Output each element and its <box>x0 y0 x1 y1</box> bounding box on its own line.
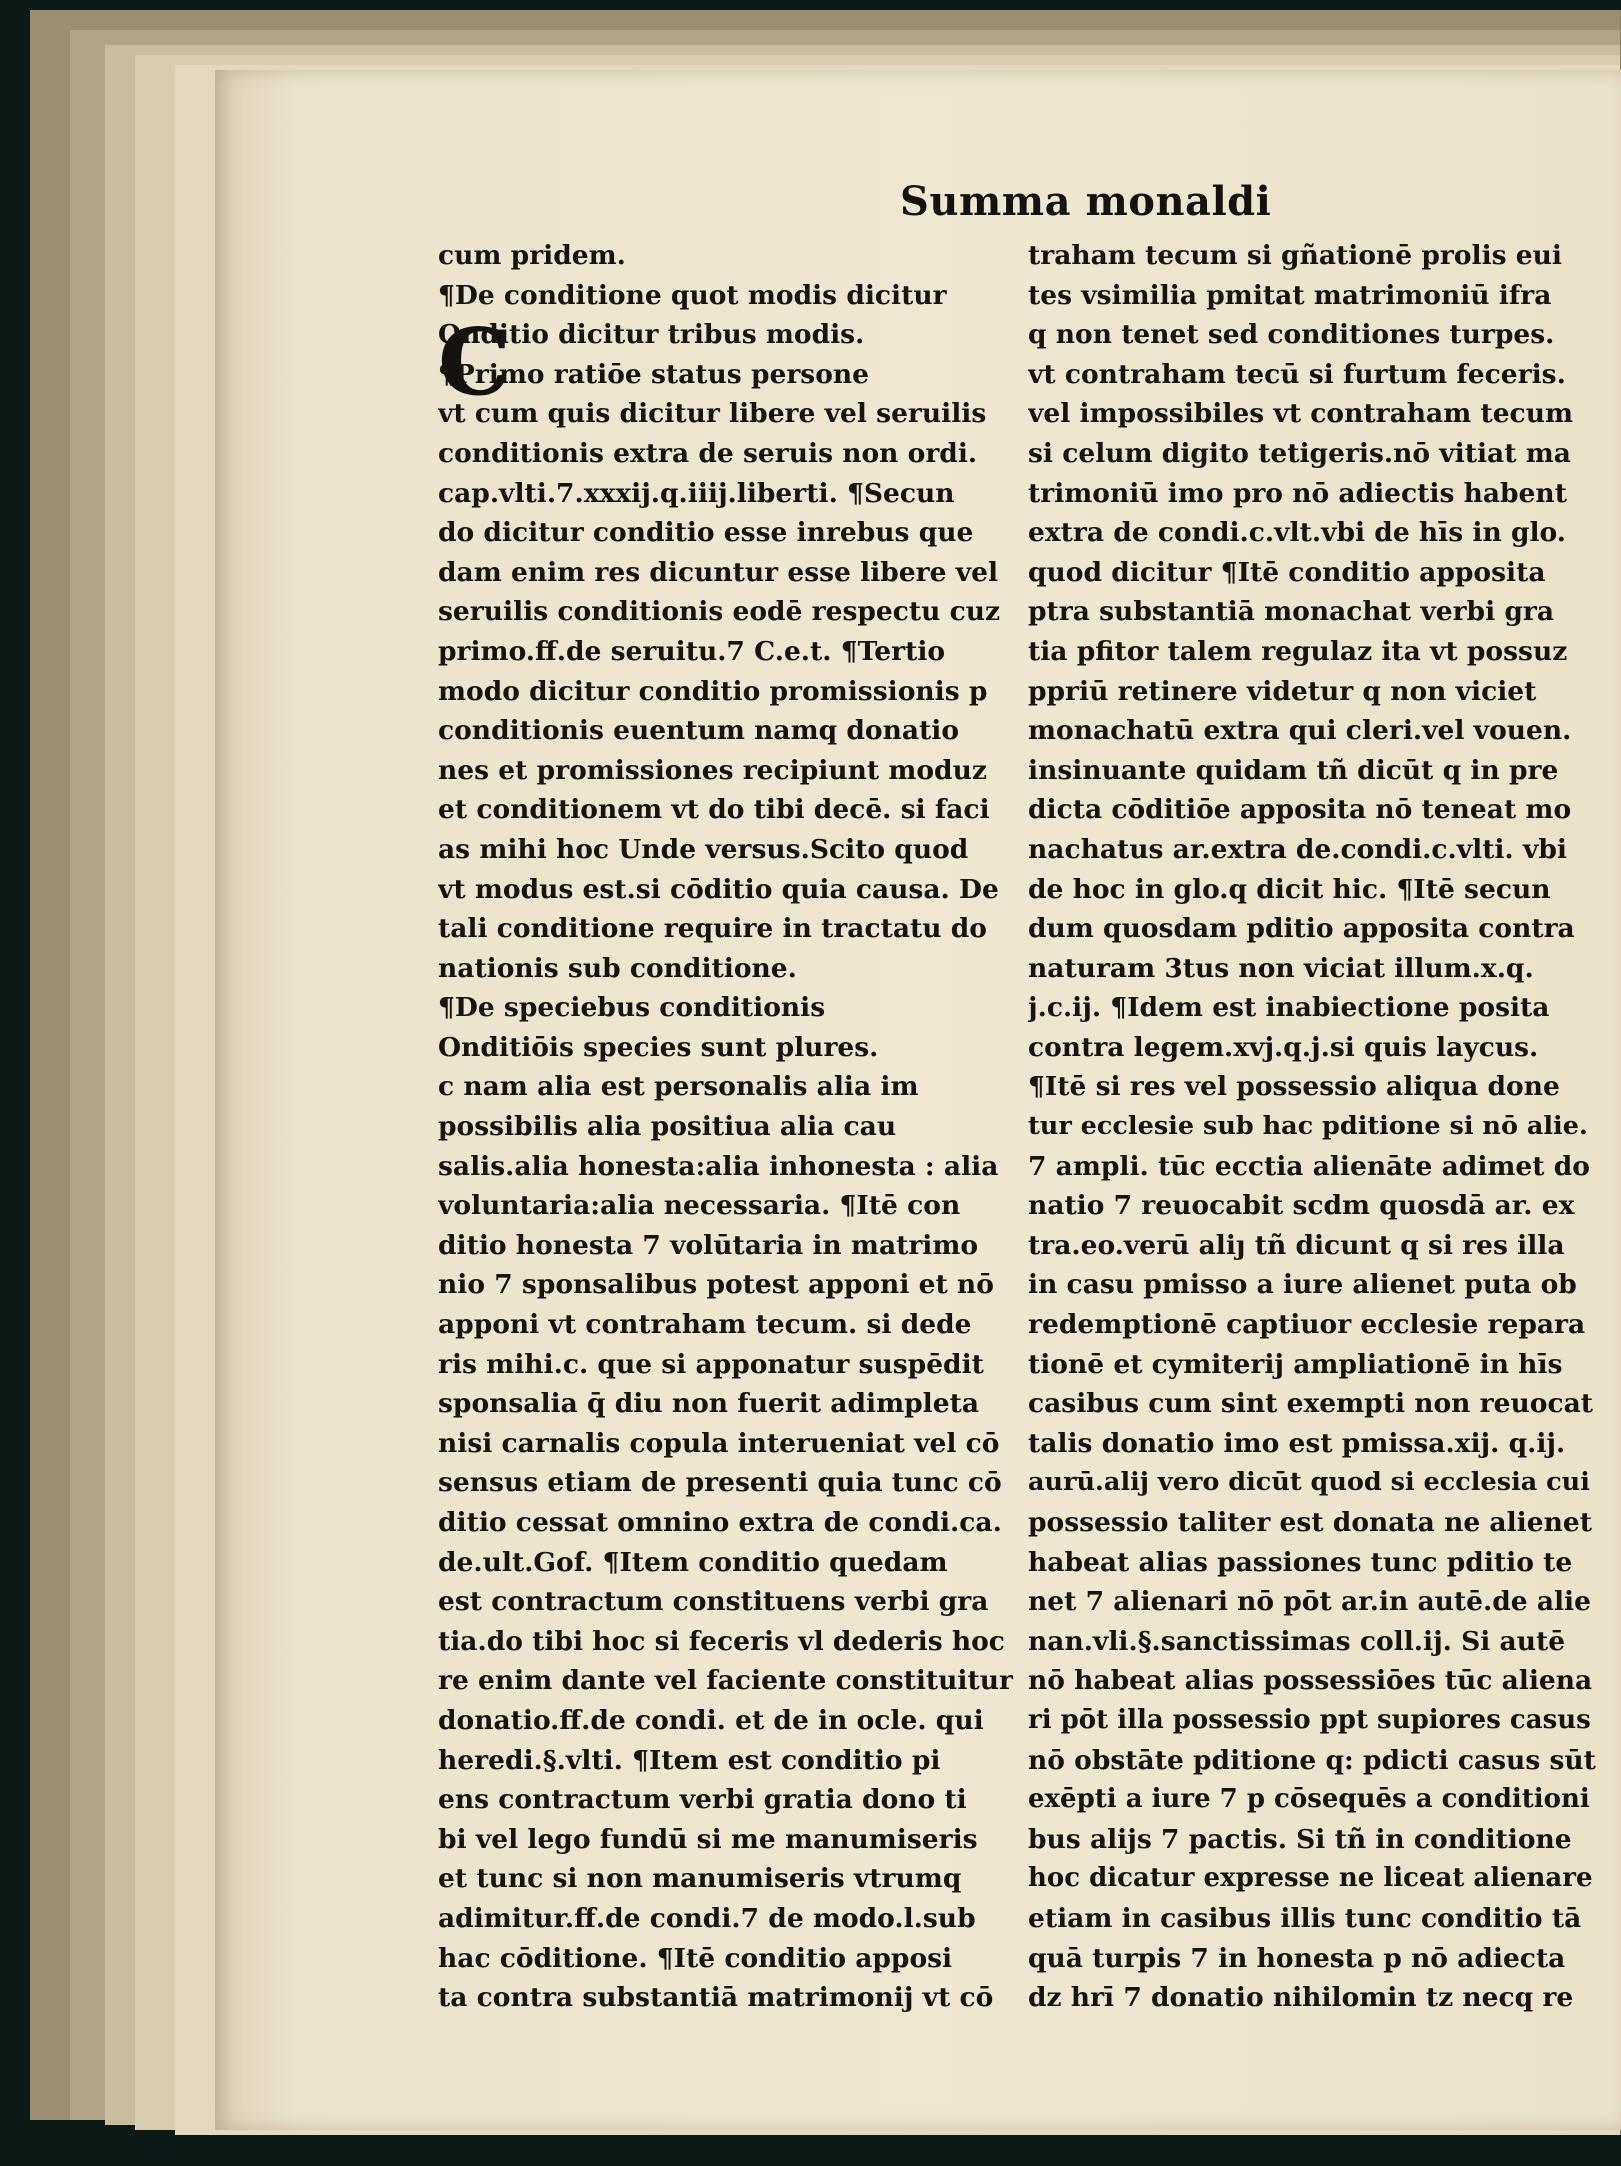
text-line: naturam 3tus non viciat illum.x.q. <box>1028 952 1534 984</box>
text-line: nachatus ar.extra de.condi.c.vlti. vbi <box>1028 833 1567 865</box>
text-line: quod dicitur ¶Itē conditio apposita <box>1028 556 1546 588</box>
text-line: insinuante quidam tñ dicūt q in pre <box>1028 754 1559 786</box>
text-line: hoc dicatur expresse ne liceat alienare <box>1028 1863 1593 1894</box>
text-line: nes et promissiones recipiunt moduz <box>438 754 987 786</box>
running-head: Summa monaldi <box>900 178 1272 225</box>
text-line: re enim dante vel faciente constituitur <box>438 1665 1013 1697</box>
text-line: as mihi hoc Unde versus.Scito quod <box>438 833 969 865</box>
text-line: in casu pmisso a iure alienet puta ob <box>1028 1269 1577 1301</box>
text-line: aurū.alij vero dicūt quod si ecclesia cui <box>1028 1467 1590 1498</box>
text-line: dam enim res dicuntur esse libere vel <box>438 556 999 588</box>
text-line: nō habeat alias possessiōes tūc aliena <box>1028 1665 1593 1697</box>
text-line: primo.ff.de seruitu.7 C.e.t. ¶Tertio <box>438 635 946 667</box>
text-line: etiam in casibus illis tunc conditio tā <box>1028 1902 1582 1934</box>
text-line: dicta cōditiōe apposita nō teneat mo <box>1028 794 1572 826</box>
text-line: apponi vt contraham tecum. si dede <box>438 1309 972 1341</box>
text-line: sensus etiam de presenti quia tunc cō <box>438 1467 1002 1499</box>
text-line: nisi carnalis copula interueniat vel cō <box>438 1427 1000 1459</box>
text-line: tionē et cymiterij ampliationē in hīs <box>1028 1348 1563 1380</box>
text-line: c nam alia est personalis alia im <box>438 1071 919 1103</box>
text-line: exēpti a iure 7 p cōsequēs a conditioni <box>1028 1784 1590 1815</box>
text-line: possibilis alia positiua alia cau <box>438 1111 897 1143</box>
text-line: ppriū retinere videtur q non viciet <box>1028 675 1537 707</box>
text-line: Onditio dicitur tribus modis. <box>438 319 865 351</box>
text-line: habeat alias passiones tunc pditio te <box>1028 1546 1573 1578</box>
text-line: nationis sub conditione. <box>438 952 797 984</box>
text-line: hac cōditione. ¶Itē conditio apposi <box>438 1942 953 1974</box>
text-line: trimoniū imo pro nō adiectis habent <box>1028 477 1567 509</box>
text-line: adimitur.ff.de condi.7 de modo.l.sub <box>438 1902 976 1934</box>
text-line: dum quosdam pditio apposita contra <box>1028 913 1575 945</box>
text-line: casibus cum sint exempti non reuocat <box>1028 1388 1593 1420</box>
text-line: de.ult.Gof. ¶Item conditio quedam <box>438 1546 948 1578</box>
text-line: si celum digito tetigeris.nō vitiat ma <box>1028 437 1571 469</box>
text-line: vt modus est.si cōditio quia causa. De <box>438 873 999 905</box>
text-line: tia.do tibi hoc si feceris vl dederis hoc <box>438 1625 1005 1657</box>
text-line: net 7 alienari nō pōt ar.in autē.de alie <box>1028 1586 1591 1618</box>
text-line: vt cum quis dicitur libere vel seruilis <box>438 398 987 430</box>
text-line: seruilis conditionis eodē respectu cuz <box>438 596 1001 628</box>
text-line: salis.alia honesta:alia inhonesta : alia <box>438 1150 999 1182</box>
text-line: extra de condi.c.vlt.vbi de hīs in glo. <box>1028 517 1566 549</box>
text-line: nō obstāte pditione q: pdicti casus sūt <box>1028 1744 1596 1776</box>
text-line: talis donatio imo est pmissa.xij. q.ij. <box>1028 1427 1566 1459</box>
text-line: ditio cessat omnino extra de condi.ca. <box>438 1507 1002 1538</box>
text-line: ¶Itē si res vel possessio aliqua done <box>1028 1071 1560 1103</box>
text-line: q non tenet sed conditiones turpes. <box>1028 319 1555 351</box>
text-line: do dicitur conditio esse inrebus que <box>438 517 974 549</box>
text-line: ¶Primo ratiōe status persone <box>438 358 870 390</box>
text-line: tes vsimilia pmitat matrimoniū ifra <box>1028 279 1552 311</box>
text-line: j.c.ij. ¶Idem est inabiectione posita <box>1028 992 1550 1024</box>
text-line: ta contra substantiā matrimonij vt cō <box>438 1982 994 2014</box>
text-line: heredi.§.vlti. ¶Item est conditio pi <box>438 1744 941 1776</box>
text-line: de hoc in glo.q dicit hic. ¶Itē secun <box>1028 873 1551 905</box>
text-line: ptra substantiā monachat verbi gra <box>1028 596 1555 628</box>
decorated-initial: C <box>438 308 512 416</box>
text-line: ditio honesta 7 volūtaria in matrimo <box>438 1229 979 1261</box>
text-line: conditionis euentum namq donatio <box>438 715 960 747</box>
text-line: conditionis extra de seruis non ordi. <box>438 437 978 469</box>
text-line: vel impossibiles vt contraham tecum <box>1028 398 1573 430</box>
text-line: tra.eo.verū aliȷ tñ dicunt q si res illa <box>1028 1229 1565 1261</box>
text-line: tia pfitor talem regulaz ita vt possuz <box>1028 635 1568 667</box>
text-line: ¶De speciebus conditionis <box>438 992 826 1024</box>
text-line: ens contractum verbi gratia dono ti <box>438 1784 967 1816</box>
text-line: modo dicitur conditio promissionis p <box>438 675 988 707</box>
text-line: bi vel lego fundū si me manumiseris <box>438 1823 978 1855</box>
text-line: quā turpis 7 in honesta p nō adiecta <box>1028 1942 1566 1974</box>
text-line: est contractum constituens verbi gra <box>438 1586 989 1618</box>
text-line: sponsalia q̄ diu non fuerit adimpleta <box>438 1388 979 1420</box>
text-line: 7 ampli. tūc ecctia alienāte adimet do <box>1028 1150 1590 1182</box>
text-line: natio 7 reuocabit scdm quosdā ar. ex <box>1028 1190 1575 1222</box>
text-line: ri pōt illa possessio ppt supiores casus <box>1028 1704 1591 1735</box>
text-line: nio 7 sponsalibus potest apponi et nō <box>438 1269 994 1301</box>
text-line: contra legem.xvj.q.j.si quis laycus. <box>1028 1031 1539 1063</box>
text-line: donatio.ff.de condi. et de in ocle. qui <box>438 1704 984 1736</box>
text-line: traham tecum si gñationē prolis eui <box>1028 240 1562 271</box>
text-line: ¶De conditione quot modis dicitur <box>438 279 947 311</box>
left-column <box>438 236 1013 2018</box>
text-line: tali conditione require in tractatu do <box>438 913 987 945</box>
text-line: tur ecclesie sub hac pditione si nō alie. <box>1028 1111 1588 1142</box>
text-line: nan.vli.§.sanctissimas coll.ij. Si autē <box>1028 1625 1566 1657</box>
text-line: vt contraham tecū si furtum feceris. <box>1028 358 1566 390</box>
text-line: possessio taliter est donata ne alienet <box>1028 1507 1592 1538</box>
text-line: voluntaria:alia necessaria. ¶Itē con <box>438 1190 961 1222</box>
text-line: et conditionem vt do tibi decē. si faci <box>438 794 990 826</box>
text-line: cum pridem. <box>438 240 626 271</box>
right-column <box>1028 236 1596 2018</box>
text-line: redemptionē captiuor ecclesie repara <box>1028 1309 1586 1341</box>
text-line: monachatū extra qui cleri.vel vouen. <box>1028 715 1572 747</box>
text-line: bus alijs 7 pactis. Si tñ in conditione <box>1028 1823 1572 1855</box>
text-line: dz hrī 7 donatio nihilomin tz necq re <box>1028 1982 1574 2014</box>
text-line: ris mihi.c. que si apponatur suspēdit <box>438 1348 984 1380</box>
text-line: cap.vlti.7.xxxij.q.iiij.liberti. ¶Secun <box>438 477 955 509</box>
text-line: et tunc si non manumiseris vtrumq <box>438 1863 962 1895</box>
text-line: Onditiōis species sunt plures. <box>438 1031 879 1063</box>
